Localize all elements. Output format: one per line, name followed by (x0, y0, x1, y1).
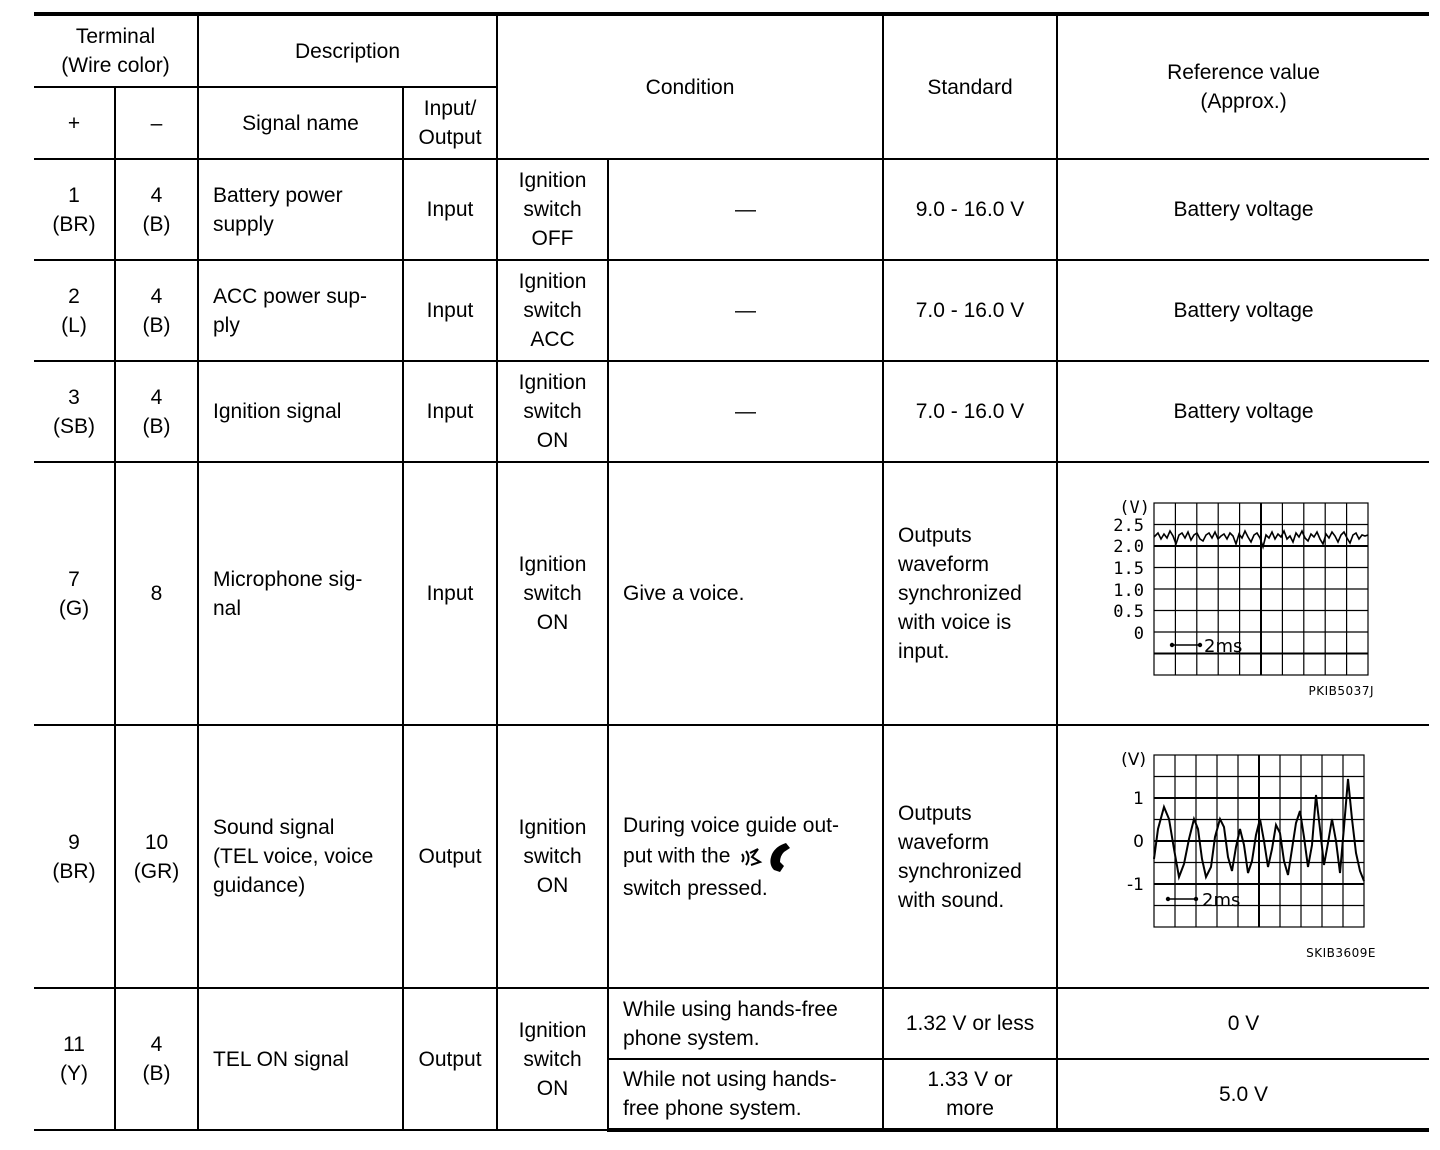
io-type: Output (403, 988, 497, 1130)
condition: While using hands-free phone system. (608, 988, 883, 1059)
header-io: Input/ Output (403, 87, 497, 159)
ignition-state: Ignition switch ON (497, 361, 608, 462)
standard: 7.0 - 16.0 V (883, 361, 1057, 462)
header-plus: + (34, 87, 115, 159)
axis-tick-label: 0 (1132, 832, 1144, 852)
plus-terminal: 7 (G) (34, 462, 115, 725)
table-row (34, 725, 1429, 988)
header-terminal: Terminal (Wire color) (34, 14, 198, 87)
ignition-state: Ignition switch OFF (497, 159, 608, 260)
reference-waveform (1057, 725, 1429, 988)
ignition-state: Ignition switch ON (497, 988, 608, 1130)
terminal-spec-table (34, 12, 1429, 1132)
io-type: Input (403, 361, 497, 462)
condition: Give a voice. (608, 462, 883, 725)
reference-waveform (1057, 462, 1429, 725)
header-minus: – (115, 87, 198, 159)
ignition-state: Ignition switch ACC (497, 260, 608, 361)
svg-text:2ms: 2ms (1201, 890, 1240, 911)
axis-unit-label: (V) (1118, 497, 1150, 518)
plus-terminal: 2 (L) (34, 260, 115, 361)
axis-tick-label: 2.5 (1112, 515, 1144, 536)
standard: Outputs waveform synchronized with voice is input. (883, 462, 1057, 725)
condition: — (608, 159, 883, 260)
plus-terminal: 11 (Y) (34, 988, 115, 1130)
axis-tick-label: 0.5 (1112, 601, 1144, 622)
header-signal-name: Signal name (198, 87, 403, 159)
axis-unit-label: (V) (1120, 750, 1146, 770)
plus-terminal: 1 (BR) (34, 159, 115, 260)
minus-terminal: 4 (B) (115, 159, 198, 260)
signal-name: TEL ON signal (198, 988, 403, 1130)
figure-code: SKIB3609E (1305, 946, 1376, 960)
condition: While not using hands- free phone system. (608, 1059, 883, 1130)
io-type: Output (403, 725, 497, 988)
condition: During voice guide out- put with the switch pressed. (608, 725, 883, 988)
reference-value: Battery voltage (1057, 260, 1429, 361)
standard: Outputs waveform synchronized with sound. (883, 725, 1057, 988)
reference-value: Battery voltage (1057, 159, 1429, 260)
ignition-state: Ignition switch ON (497, 725, 608, 988)
reference-value: 5.0 V (1057, 1059, 1429, 1130)
reference-value: Battery voltage (1057, 361, 1429, 462)
waveform-grid (1154, 755, 1364, 927)
minus-terminal: 4 (B) (115, 361, 198, 462)
signal-name: Battery power supply (198, 159, 403, 260)
standard: 7.0 - 16.0 V (883, 260, 1057, 361)
figure-code: PKIB5037J (1308, 683, 1374, 698)
signal-name: Ignition signal (198, 361, 403, 462)
standard: 1.32 V or less (883, 988, 1057, 1059)
condition: — (608, 361, 883, 462)
standard: 9.0 - 16.0 V (883, 159, 1057, 260)
io-type: Input (403, 260, 497, 361)
signal-name: ACC power sup- ply (198, 260, 403, 361)
ignition-state: Ignition switch ON (497, 462, 608, 725)
table-row (34, 260, 1429, 361)
axis-tick-label: 0 (1133, 623, 1144, 644)
axis-tick-label: 1.5 (1112, 558, 1144, 579)
axis-tick-label: 2.0 (1112, 536, 1144, 557)
minus-terminal: 4 (B) (115, 988, 198, 1130)
io-type: Input (403, 159, 497, 260)
header-standard: Standard (883, 14, 1057, 159)
io-type: Input (403, 462, 497, 725)
sound-waveform (1094, 749, 1394, 964)
header-condition: Condition (497, 14, 883, 159)
minus-terminal: 10 (GR) (115, 725, 198, 988)
phone-voice-switch-icon (736, 840, 798, 874)
plus-terminal: 3 (SB) (34, 361, 115, 462)
minus-terminal: 8 (115, 462, 198, 725)
axis-tick-label: 1.0 (1112, 580, 1144, 601)
reference-value: 0 V (1057, 988, 1429, 1059)
header-reference: Reference value (Approx.) (1057, 14, 1429, 159)
time-scale-marker (1165, 890, 1240, 911)
signal-name: Microphone sig- nal (198, 462, 403, 725)
minus-terminal: 4 (B) (115, 260, 198, 361)
condition: — (608, 260, 883, 361)
table-row (34, 462, 1429, 725)
header-description: Description (198, 14, 497, 87)
microphone-waveform (1094, 489, 1394, 699)
table-row (34, 361, 1429, 462)
table-row (34, 159, 1429, 260)
waveform-grid (1154, 503, 1368, 675)
signal-name: Sound signal (TEL voice, voice guidance) (198, 725, 403, 988)
table-row (34, 988, 1429, 1059)
axis-tick-label: -1 (1126, 875, 1144, 895)
plus-terminal: 9 (BR) (34, 725, 115, 988)
svg-text:2ms: 2ms (1203, 635, 1242, 657)
axis-tick-label: 1 (1132, 789, 1144, 809)
standard: 1.33 V or more (883, 1059, 1057, 1130)
